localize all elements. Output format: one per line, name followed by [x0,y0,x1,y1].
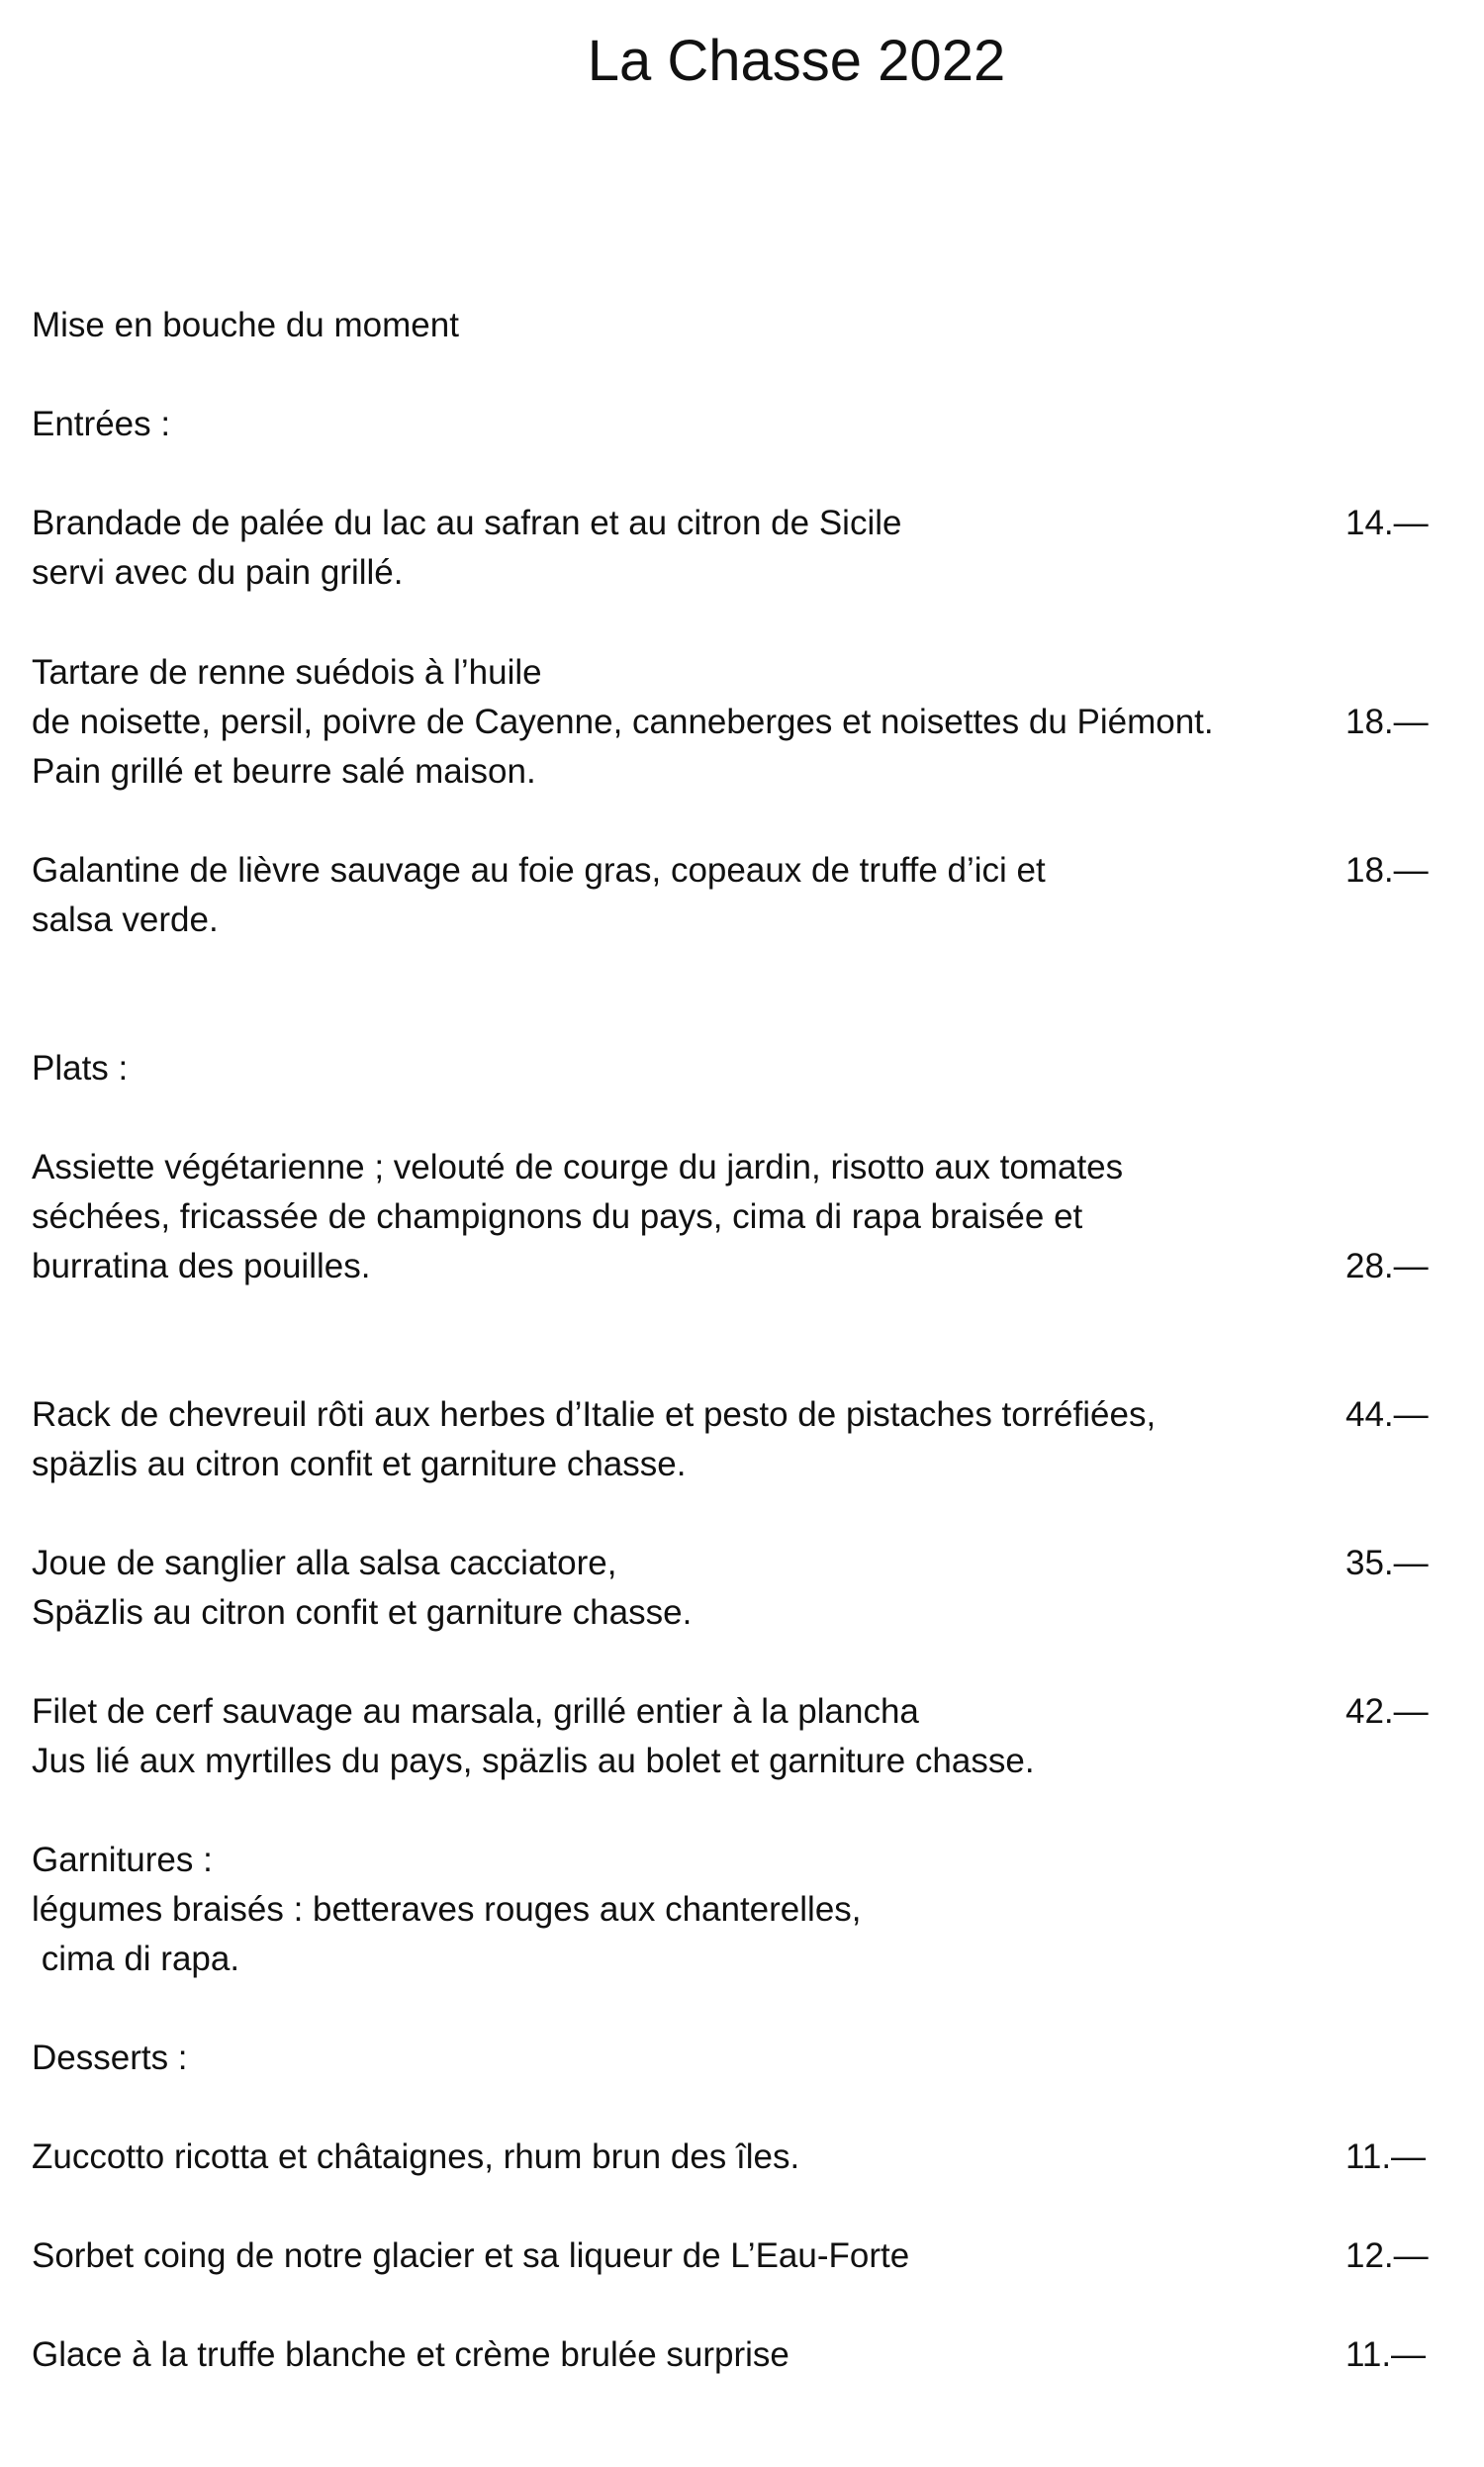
menu-item-line: Galantine de lièvre sauvage au foie gras, copeaux de truffe d’ici et [32,851,1046,890]
menu-item-price: 11.— [1345,2335,1427,2374]
menu-item-line: servi avec du pain grillé. [32,553,404,592]
section-heading-entrees: Entrées : [32,405,171,443]
menu-item-line: burratina des pouilles. [32,1247,371,1285]
menu-item-price: 14.— [1345,504,1429,542]
menu-item-line: Brandade de palée du lac au safran et au citron de Sicile [32,504,902,542]
menu-item-line: de noisette, persil, poivre de Cayenne, canneberges et noisettes du Piémont. [32,703,1214,741]
menu-item-price: 35.— [1345,1544,1429,1582]
section-heading-desserts: Desserts : [32,2039,188,2077]
menu-item-line: séchées, fricassée de champignons du pays, cima di rapa braisée et [32,1197,1083,1236]
menu-item-line: Joue de sanglier alla salsa cacciatore, [32,1544,617,1582]
menu-item-line: salsa verde. [32,901,219,939]
garniture-line: cima di rapa. [32,1940,240,1978]
garniture-line: légumes braisés : betteraves rouges aux chanterelles, [32,1890,862,1929]
menu-item-line: Pain grillé et beurre salé maison. [32,752,536,791]
menu-item-price: 12.— [1345,2236,1429,2275]
menu-item-price: 11.— [1345,2137,1427,2176]
menu-item-line: Assiette végétarienne ; velouté de courge du jardin, risotto aux tomates [32,1148,1124,1186]
menu-item-line: Späzlis au citron confit et garniture chasse. [32,1593,693,1632]
menu-item-line: Tartare de renne suédois à l’huile [32,653,542,692]
menu-item-price: 42.— [1345,1692,1429,1731]
menu-item-price: 28.— [1345,1247,1429,1285]
menu-item-line: Glace à la truffe blanche et crème brulée surprise [32,2335,789,2374]
menu-item-line: Filet de cerf sauvage au marsala, grillé entier à la plancha [32,1692,919,1731]
menu-item-line: Jus lié aux myrtilles du pays, späzlis au bolet et garniture chasse. [32,1742,1035,1780]
menu-item-line: Rack de chevreuil rôti aux herbes d’Italie et pesto de pistaches torréfiées, [32,1395,1157,1434]
menu-item-price: 18.— [1345,703,1429,741]
amuse-bouche: Mise en bouche du moment [32,306,459,344]
menu-item-line: Sorbet coing de notre glacier et sa liqueur de L’Eau-Forte [32,2236,910,2275]
section-heading-garnitures: Garnitures : [32,1841,213,1879]
section-heading-plats: Plats : [32,1049,129,1088]
menu-item-price: 44.— [1345,1395,1429,1434]
menu-item-line: späzlis au citron confit et garniture chasse. [32,1445,687,1483]
menu-item-price: 18.— [1345,851,1429,890]
page-title: La Chasse 2022 [587,29,1006,93]
menu-item-line: Zuccotto ricotta et châtaignes, rhum brun des îles. [32,2137,800,2176]
